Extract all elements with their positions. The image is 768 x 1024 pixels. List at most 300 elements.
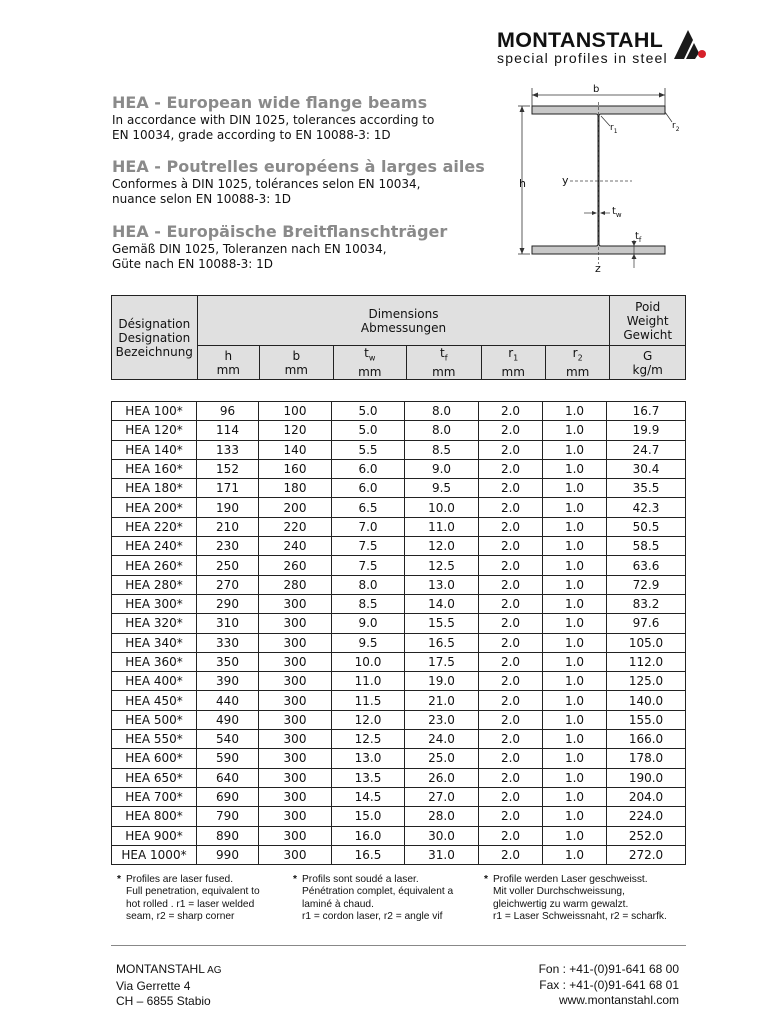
table-row [112, 575, 686, 594]
brand-logo [497, 28, 712, 64]
profile-designation-cell: HEA 360* [112, 652, 197, 671]
table-cell: 12.5 [405, 556, 479, 575]
note-line: Mit voller Durchschweissung, [493, 886, 625, 898]
table-cell: 290 [197, 594, 259, 613]
profile-designation-cell: HEA 300* [112, 594, 197, 613]
column-unit: mm [284, 362, 308, 377]
table-cell: 152 [197, 459, 259, 478]
table-cell: 204.0 [607, 787, 686, 806]
diagram-label-t: t [635, 231, 639, 242]
table-cell: 19.0 [405, 672, 479, 691]
note-line: gleichwertig zu warm gewalzt. [493, 898, 629, 910]
heading-block-fr [112, 157, 507, 207]
table-row [112, 826, 686, 845]
table-cell: 1.0 [543, 845, 607, 864]
table-cell: 300 [259, 826, 332, 845]
table-cell: 7.0 [332, 517, 405, 536]
note-de [484, 874, 693, 924]
column-header [545, 346, 609, 380]
table-cell: 230 [197, 537, 259, 556]
table-cell: 63.6 [607, 556, 686, 575]
diagram-label-b: b [593, 84, 600, 95]
table-cell: 8.5 [332, 594, 405, 613]
table-cell: 160 [259, 459, 332, 478]
table-cell: 2.0 [479, 537, 543, 556]
table-cell: 12.0 [332, 710, 405, 729]
table-cell: 15.5 [405, 614, 479, 633]
diagram-label-tw [612, 207, 622, 219]
table-cell: 7.5 [332, 556, 405, 575]
spec-table-header [111, 295, 686, 380]
table-cell: 6.0 [332, 479, 405, 498]
table-cell: 100 [259, 402, 332, 421]
table-cell: 30.0 [405, 826, 479, 845]
table-cell: 2.0 [479, 787, 543, 806]
table-cell: 300 [259, 787, 332, 806]
profile-designation-cell: HEA 160* [112, 459, 197, 478]
table-cell: 50.5 [607, 517, 686, 536]
note-line: Profile werden Laser geschweisst. [493, 874, 648, 885]
column-header [407, 346, 482, 380]
footer-address [116, 962, 222, 1010]
table-cell: 9.5 [405, 479, 479, 498]
heading-line: Gemäß DIN 1025, Toleranzen nach EN 10034, [112, 242, 387, 256]
table-cell: 10.0 [332, 652, 405, 671]
column-symbol [482, 346, 545, 365]
table-cell: 200 [259, 498, 332, 517]
table-row [112, 479, 686, 498]
table-cell: 140 [259, 440, 332, 459]
table-cell: 28.0 [405, 807, 479, 826]
note-en [117, 874, 286, 924]
table-row [112, 710, 686, 729]
table-cell: 27.0 [405, 787, 479, 806]
table-cell: 190 [197, 498, 259, 517]
column-unit: mm [501, 365, 525, 380]
header-designation-fr: Désignation [118, 316, 191, 331]
table-cell: 300 [259, 730, 332, 749]
table-cell: 1.0 [543, 517, 607, 536]
heading-title-en: HEA - European wide flange beams [112, 93, 428, 112]
table-cell: 166.0 [607, 730, 686, 749]
table-cell: 2.0 [479, 710, 543, 729]
column-symbol-sub: 1 [513, 353, 519, 363]
table-cell: 272.0 [607, 845, 686, 864]
table-cell: 15.0 [332, 807, 405, 826]
column-header [197, 346, 259, 380]
table-cell: 2.0 [479, 672, 543, 691]
table-cell: 1.0 [543, 826, 607, 845]
table-cell: 640 [197, 768, 259, 787]
footer-city: CH – 6855 Stabio [116, 994, 211, 1008]
column-symbol-sub: 2 [577, 353, 583, 363]
note-line: Profiles are laser fused. [126, 874, 234, 885]
table-cell: 16.0 [332, 826, 405, 845]
table-cell: 300 [259, 749, 332, 768]
table-cell: 2.0 [479, 826, 543, 845]
table-cell: 300 [259, 807, 332, 826]
table-row [112, 614, 686, 633]
table-cell: 260 [259, 556, 332, 575]
table-row [112, 498, 686, 517]
table-cell: 300 [259, 691, 332, 710]
note-fr [293, 874, 472, 924]
header-weight [610, 296, 686, 346]
footer-phone: Fon : +41-(0)91-641 68 00 [538, 962, 679, 976]
spec-table-rows [112, 402, 686, 865]
ibeam-diagram [512, 82, 692, 278]
note-star: * [293, 874, 297, 885]
table-cell: 14.0 [405, 594, 479, 613]
footer-company-line [116, 962, 222, 979]
table-row [112, 402, 686, 421]
table-cell: 2.0 [479, 633, 543, 652]
note-line: hot rolled . r1 = laser welded [126, 898, 255, 910]
profile-designation-cell: HEA 550* [112, 730, 197, 749]
table-cell: 97.6 [607, 614, 686, 633]
diagram-sub-w: w [615, 211, 622, 219]
table-cell: 30.4 [607, 459, 686, 478]
table-cell: 8.5 [405, 440, 479, 459]
table-row [112, 845, 686, 864]
profile-designation-cell: HEA 400* [112, 672, 197, 691]
header-designation-de: Bezeichnung [115, 344, 193, 359]
heading-line: In accordance with DIN 1025, tolerances according to [112, 113, 435, 127]
table-cell: 9.5 [332, 633, 405, 652]
table-cell: 1.0 [543, 672, 607, 691]
table-row [112, 459, 686, 478]
table-cell: 5.5 [332, 440, 405, 459]
diagram-label-h: h [519, 177, 526, 190]
table-cell: 5.0 [332, 421, 405, 440]
table-row [112, 730, 686, 749]
column-symbol [407, 346, 481, 365]
table-cell: 17.5 [405, 652, 479, 671]
table-cell: 270 [197, 575, 259, 594]
note-line: seam, r2 = sharp corner [126, 911, 235, 923]
profile-designation-cell: HEA 260* [112, 556, 197, 575]
column-unit: mm [565, 365, 590, 380]
diagram-sub-f: f [638, 236, 642, 244]
column-header [333, 346, 407, 380]
heading-line: Güte nach EN 10088-3: 1D [112, 257, 274, 271]
table-cell: 300 [259, 768, 332, 787]
table-cell: 2.0 [479, 768, 543, 787]
table-cell: 2.0 [479, 556, 543, 575]
note-line: Profils sont soudé a laser. [302, 874, 419, 885]
table-cell: 1.0 [543, 556, 607, 575]
footer-company-suffix: AG [204, 965, 222, 976]
table-cell: 1.0 [543, 498, 607, 517]
table-cell: 120 [259, 421, 332, 440]
table-cell: 300 [259, 710, 332, 729]
table-cell: 1.0 [543, 614, 607, 633]
table-cell: 12.5 [332, 730, 405, 749]
table-cell: 330 [197, 633, 259, 652]
table-cell: 13.0 [332, 749, 405, 768]
table-cell: 24.7 [607, 440, 686, 459]
table-row [112, 440, 686, 459]
table-cell: 2.0 [479, 459, 543, 478]
table-cell: 96 [197, 402, 259, 421]
profile-designation-cell: HEA 100* [112, 402, 197, 421]
table-cell: 690 [197, 787, 259, 806]
profile-designation-cell: HEA 800* [112, 807, 197, 826]
table-cell: 13.5 [332, 768, 405, 787]
profile-designation-cell: HEA 140* [112, 440, 197, 459]
table-cell: 190.0 [607, 768, 686, 787]
heading-line: Conformes à DIN 1025, tolérances selon EN 10034, [112, 177, 421, 191]
spec-table-body [111, 401, 686, 865]
table-cell: 2.0 [479, 730, 543, 749]
table-row [112, 807, 686, 826]
diagram-label-z: z [595, 262, 601, 275]
column-symbol [260, 349, 333, 363]
table-cell: 224.0 [607, 807, 686, 826]
table-cell: 440 [197, 691, 259, 710]
table-cell: 133 [197, 440, 259, 459]
table-cell: 300 [259, 594, 332, 613]
footer-fax: Fax : +41-(0)91-641 68 01 [539, 977, 679, 992]
header-designation-en: Designation [118, 330, 191, 345]
column-symbol-text: b [292, 348, 301, 363]
table-cell: 252.0 [607, 826, 686, 845]
heading-block-en [112, 93, 507, 143]
table-cell: 140.0 [607, 691, 686, 710]
profile-designation-cell: HEA 120* [112, 421, 197, 440]
table-cell: 6.5 [332, 498, 405, 517]
table-cell: 1.0 [543, 652, 607, 671]
table-cell: 1.0 [543, 710, 607, 729]
table-cell: 240 [259, 537, 332, 556]
profile-designation-cell: HEA 650* [112, 768, 197, 787]
table-cell: 180 [259, 479, 332, 498]
table-cell: 280 [259, 575, 332, 594]
table-cell: 1.0 [543, 440, 607, 459]
table-cell: 155.0 [607, 710, 686, 729]
table-cell: 11.5 [332, 691, 405, 710]
table-cell: 35.5 [607, 479, 686, 498]
table-cell: 7.5 [332, 537, 405, 556]
table-cell: 11.0 [405, 517, 479, 536]
table-cell: 250 [197, 556, 259, 575]
note-star: * [484, 874, 488, 885]
heading-line: nuance selon EN 10088-3: 1D [112, 192, 291, 206]
table-cell: 8.0 [405, 402, 479, 421]
table-cell: 1.0 [543, 807, 607, 826]
diagram-label-r1 [610, 124, 618, 135]
table-cell: 1.0 [543, 633, 607, 652]
table-cell: 1.0 [543, 787, 607, 806]
column-symbol-sub: f [444, 353, 448, 363]
column-symbol-text: r [572, 346, 578, 360]
footer-company: MONTANSTAHL [116, 962, 205, 976]
table-cell: 1.0 [543, 749, 607, 768]
table-row [112, 652, 686, 671]
footer-street: Via Gerrette 4 [116, 978, 191, 993]
table-cell: 72.9 [607, 575, 686, 594]
column-symbol [334, 346, 407, 365]
table-row [112, 633, 686, 652]
table-cell: 2.0 [479, 421, 543, 440]
note-line: r1 = cordon laser, r2 = angle vif [302, 911, 443, 923]
profile-designation-cell: HEA 320* [112, 614, 197, 633]
table-row [112, 537, 686, 556]
diagram-label-y: y [562, 174, 569, 187]
table-cell: 540 [197, 730, 259, 749]
ibeam-drawing [512, 82, 692, 278]
note-line: Pénétration complet, équivalent a [302, 886, 454, 898]
table-cell: 10.0 [405, 498, 479, 517]
table-cell: 490 [197, 710, 259, 729]
table-cell: 2.0 [479, 749, 543, 768]
table-cell: 9.0 [332, 614, 405, 633]
column-symbol-text: G [643, 348, 653, 363]
table-cell: 2.0 [479, 498, 543, 517]
table-cell: 1.0 [543, 402, 607, 421]
table-cell: 14.5 [332, 787, 405, 806]
note-star: * [117, 874, 121, 885]
table-cell: 19.9 [607, 421, 686, 440]
table-cell: 2.0 [479, 402, 543, 421]
header-weight-fr: Poid [635, 299, 661, 314]
table-cell: 1.0 [543, 459, 607, 478]
profile-designation-cell: HEA 180* [112, 479, 197, 498]
table-cell: 300 [259, 614, 332, 633]
column-symbol [610, 349, 685, 363]
table-row [112, 672, 686, 691]
table-cell: 2.0 [479, 807, 543, 826]
column-symbol [546, 346, 609, 365]
header-dimensions-de: Abmessungen [360, 320, 447, 335]
heading-title-de: HEA - Europäische Breitflanschträger [112, 222, 448, 241]
profile-designation-cell: HEA 200* [112, 498, 197, 517]
profile-designation-cell: HEA 500* [112, 710, 197, 729]
table-row [112, 517, 686, 536]
table-cell: 83.2 [607, 594, 686, 613]
diagram-label-r: r [672, 121, 676, 131]
table-cell: 890 [197, 826, 259, 845]
column-header [481, 346, 545, 380]
profile-designation-cell: HEA 240* [112, 537, 197, 556]
footer-divider [111, 945, 686, 946]
table-cell: 2.0 [479, 691, 543, 710]
table-cell: 300 [259, 672, 332, 691]
column-symbol [198, 349, 259, 363]
table-cell: 171 [197, 479, 259, 498]
table-cell: 2.0 [479, 614, 543, 633]
table-cell: 13.0 [405, 575, 479, 594]
table-cell: 2.0 [479, 479, 543, 498]
diagram-label-r2 [672, 122, 680, 133]
column-symbol-text: h [224, 348, 233, 363]
table-cell: 1.0 [543, 421, 607, 440]
table-cell: 2.0 [479, 652, 543, 671]
diagram-label-t: t [612, 206, 616, 217]
heading-line: EN 10034, grade according to EN 10088-3: 1D [112, 128, 391, 142]
table-row [112, 749, 686, 768]
table-cell: 12.0 [405, 537, 479, 556]
header-dimensions [197, 296, 610, 346]
logo-mark-icon [673, 28, 707, 60]
table-cell: 6.0 [332, 459, 405, 478]
table-cell: 23.0 [405, 710, 479, 729]
table-cell: 114 [197, 421, 259, 440]
column-unit: kg/m [632, 362, 663, 377]
table-row [112, 768, 686, 787]
profile-designation-cell: HEA 1000* [112, 845, 197, 864]
heading-title-fr: HEA - Poutrelles européens à larges ailes [112, 157, 485, 176]
table-cell: 300 [259, 633, 332, 652]
table-cell: 1.0 [543, 691, 607, 710]
table-cell: 8.0 [405, 421, 479, 440]
table-cell: 2.0 [479, 845, 543, 864]
header-weight-de: Gewicht [623, 327, 673, 342]
heading-block-de [112, 222, 507, 272]
table-row [112, 421, 686, 440]
table-cell: 31.0 [405, 845, 479, 864]
table-cell: 58.5 [607, 537, 686, 556]
table-row [112, 787, 686, 806]
table-cell: 112.0 [607, 652, 686, 671]
profile-designation-cell: HEA 220* [112, 517, 197, 536]
diagram-sub-1: 1 [613, 127, 618, 135]
table-cell: 1.0 [543, 479, 607, 498]
column-unit: mm [432, 365, 456, 380]
profile-designation-cell: HEA 450* [112, 691, 197, 710]
profile-designation-cell: HEA 900* [112, 826, 197, 845]
table-cell: 16.7 [607, 402, 686, 421]
table-cell: 178.0 [607, 749, 686, 768]
table-cell: 9.0 [405, 459, 479, 478]
table-cell: 1.0 [543, 537, 607, 556]
table-cell: 220 [259, 517, 332, 536]
table-cell: 21.0 [405, 691, 479, 710]
table-cell: 26.0 [405, 768, 479, 787]
column-unit: mm [358, 365, 382, 380]
table-row [112, 691, 686, 710]
table-cell: 1.0 [543, 594, 607, 613]
profile-designation-cell: HEA 280* [112, 575, 197, 594]
footer-website-link[interactable]: www.montanstahl.com [558, 993, 679, 1007]
header-designation [112, 296, 198, 380]
diagram-label-r: r [610, 123, 614, 133]
table-cell: 990 [197, 845, 259, 864]
table-cell: 2.0 [479, 594, 543, 613]
column-symbol-text: r [508, 346, 514, 360]
table-cell: 24.0 [405, 730, 479, 749]
header-dimensions-fr: Dimensions [368, 306, 439, 321]
note-line: laminé à chaud. [302, 898, 374, 910]
diagram-sub-2: 2 [675, 125, 680, 133]
table-cell: 16.5 [332, 845, 405, 864]
table-cell: 11.0 [332, 672, 405, 691]
table-cell: 8.0 [332, 575, 405, 594]
column-symbol-text: t [364, 346, 369, 360]
footer-contact [539, 962, 679, 1009]
table-cell: 105.0 [607, 633, 686, 652]
table-cell: 2.0 [479, 440, 543, 459]
column-symbol-text: t [440, 346, 445, 360]
table-cell: 2.0 [479, 575, 543, 594]
table-cell: 16.5 [405, 633, 479, 652]
table-cell: 5.0 [332, 402, 405, 421]
table-row [112, 594, 686, 613]
note-line: r1 = Laser Schweissnaht, r2 = scharfk. [493, 911, 667, 923]
column-header [260, 346, 334, 380]
table-cell: 1.0 [543, 768, 607, 787]
profile-designation-cell: HEA 600* [112, 749, 197, 768]
